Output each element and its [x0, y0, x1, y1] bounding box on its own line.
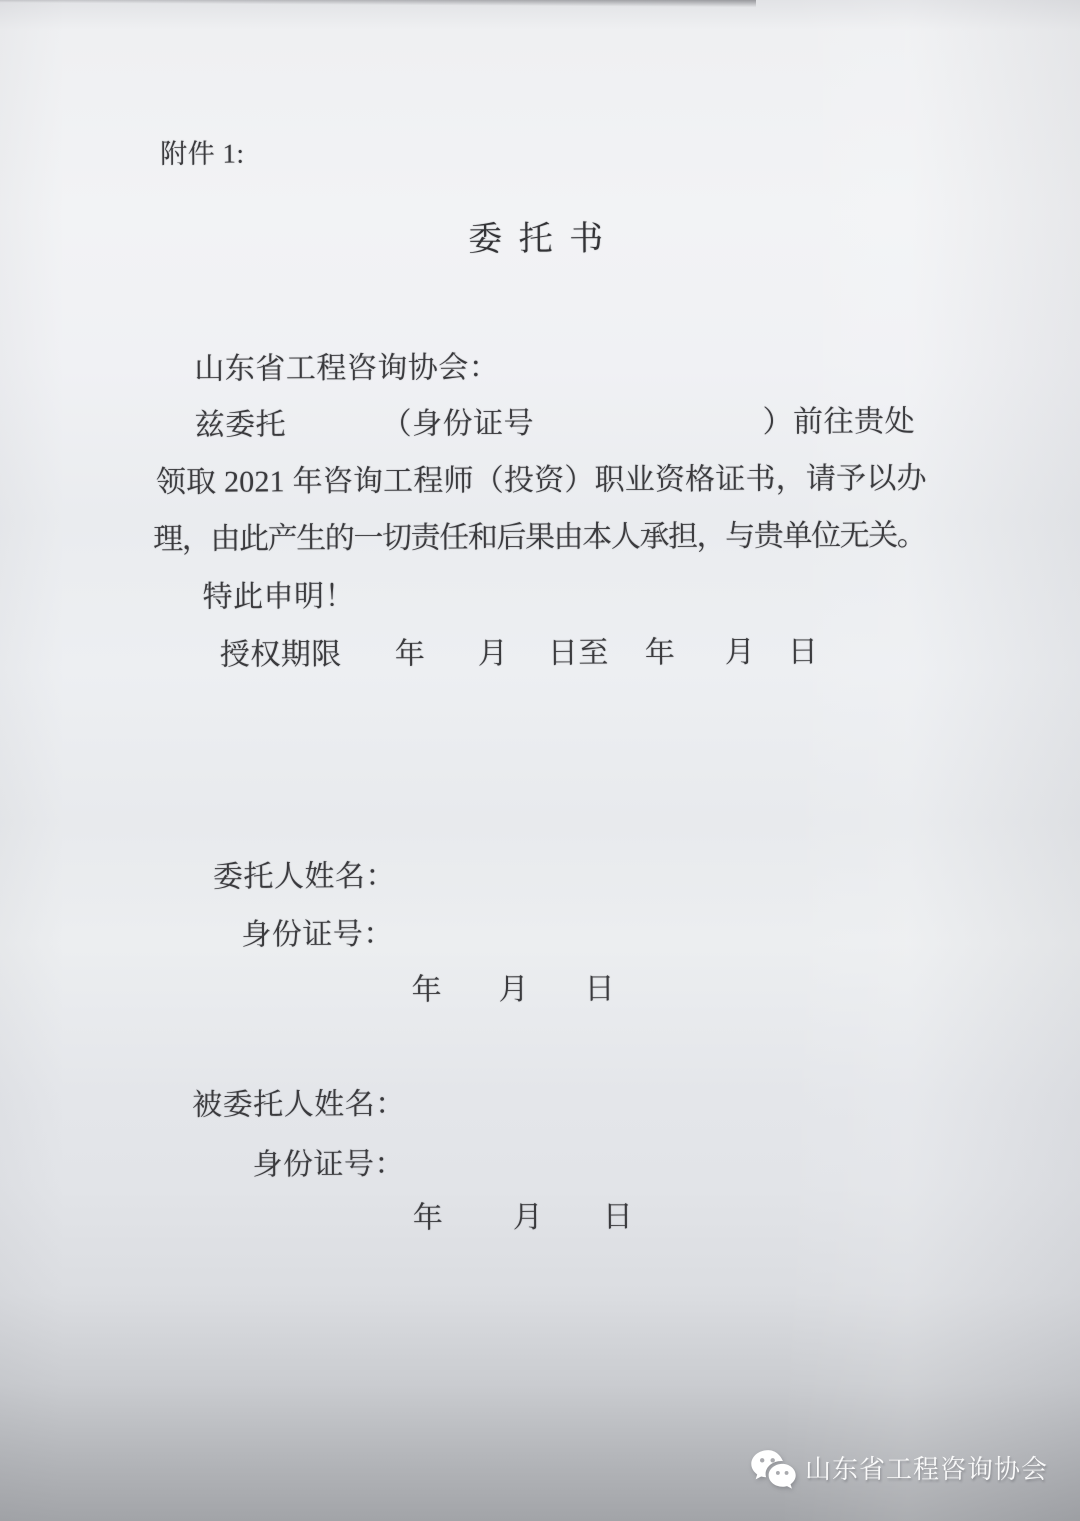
watermark — [750, 1448, 1048, 1490]
salutation-line: 山东省工程咨询协会： — [194, 351, 500, 386]
agent-name-label: 被委托人姓名： — [192, 1087, 406, 1122]
principal-id-label: 身份证号： — [241, 917, 394, 952]
authorization-period-label: 授权期限 — [219, 638, 342, 672]
agent-date-year-label: 年 — [412, 1201, 444, 1235]
body-paragraph-line-2: 理，由此产生的一切责任和后果由本人承担，与贵单位无关。 — [153, 518, 926, 557]
entrust-prefix-text: 兹委托 — [194, 408, 287, 442]
attachment-label: 附件 1: — [160, 138, 245, 169]
agent-date-month-label: 月 — [512, 1200, 544, 1235]
principal-name-label: 委托人姓名： — [212, 859, 397, 894]
wechat-icon — [750, 1448, 798, 1490]
auth-start-day-to-label: 日至 — [547, 636, 609, 670]
auth-end-day-label: 日 — [787, 635, 819, 669]
entrust-suffix-text: ）前往贵处 — [762, 405, 916, 439]
auth-end-year-label: 年 — [644, 636, 676, 670]
auth-start-year-label: 年 — [394, 637, 426, 671]
declaration-line: 特此申明！ — [202, 579, 356, 614]
auth-end-month-label: 月 — [724, 635, 756, 670]
principal-date-year-label: 年 — [411, 973, 443, 1007]
watermark-association-name: 山东省工程咨询协会 — [805, 1454, 1049, 1484]
principal-date-day-label: 日 — [584, 972, 616, 1006]
principal-date-month-label: 月 — [498, 973, 530, 1007]
auth-start-month-label: 月 — [477, 637, 509, 671]
body-paragraph-line-1: 领取 2021 年咨询工程师（投资）职业资格证书，请予以办 — [155, 461, 927, 500]
page-title: 委 托 书 — [468, 220, 608, 259]
agent-date-day-label: 日 — [602, 1200, 634, 1234]
agent-id-label: 身份证号： — [252, 1147, 406, 1182]
entrust-id-label: （身份证号 — [381, 407, 535, 441]
